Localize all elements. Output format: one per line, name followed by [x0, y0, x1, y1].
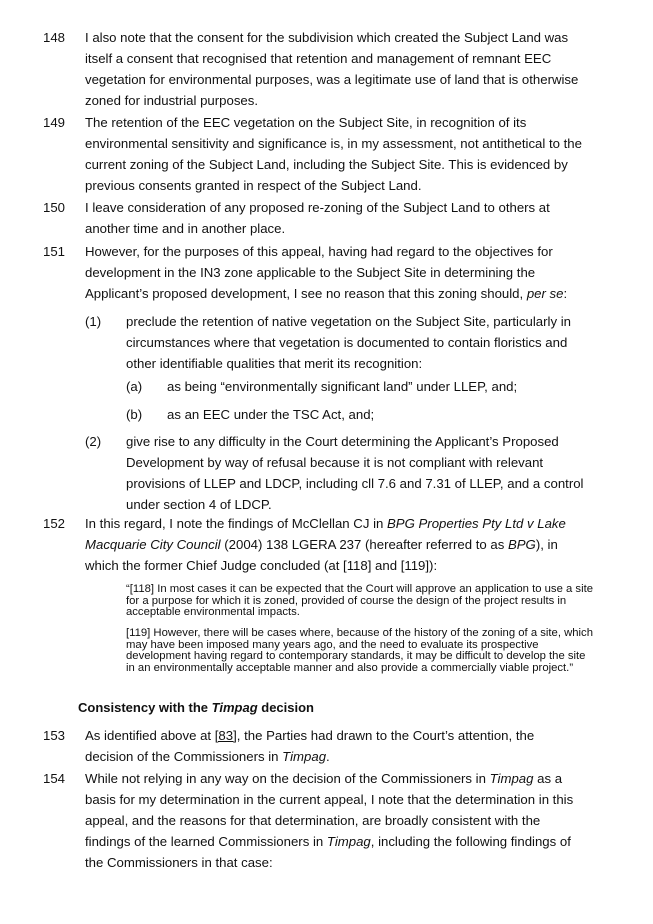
- case-short-name: Timpag: [282, 749, 327, 764]
- subparagraph-text: as being “environmentally significant land” under LLEP, and;: [167, 379, 518, 394]
- section-heading: [78, 697, 314, 718]
- subparagraph-label: (b): [126, 407, 143, 422]
- text-run: While not relying in any way on the decision of the Commissioners in: [85, 771, 490, 786]
- text-run: (2004) 138 LGERA 237 (hereafter referred to as: [220, 537, 508, 552]
- text-run: .: [326, 749, 330, 764]
- case-short-name: Timpag: [489, 771, 534, 786]
- paragraph-text: [85, 725, 585, 767]
- paragraph-text: [85, 768, 585, 873]
- heading-emphasis: Timpag: [211, 700, 258, 715]
- paragraph-text: I leave consideration of any proposed re-zoning of the Subject Land to others at another time and in another place.: [85, 200, 550, 236]
- paragraph-number: 151: [43, 244, 66, 259]
- text-run: as a basis for my determination in the current appeal, I note that the determination in this appeal, and the reasons for that determination, are broadly consistent with the findings of the learned Commissioners in: [85, 771, 574, 849]
- text-run: As identified above at: [85, 728, 215, 743]
- text-run: In this regard, I note the findings of McClellan CJ in: [85, 516, 387, 531]
- block-quote-118: “[118] In most cases it can be expected that the Court will approve an application to use a site for a purpose for which it is zoned, provided of course the design of the project results in acceptable environmental impacts.: [126, 583, 593, 619]
- subparagraph-text: as an EEC under the TSC Act, and;: [167, 407, 375, 422]
- case-short-name: Timpag: [326, 834, 371, 849]
- block-quote-119: [119] However, there will be cases where, because of the history of the zoning of a site, which may have been imposed many years ago, and the need to evaluate its prospective development having regard to contemporary standards, it may be difficult to develop the site in an environmentally acceptable manner and also provide a commercially viable project.”: [126, 627, 593, 674]
- paragraph-text: [85, 241, 585, 304]
- paragraph-number: 148: [43, 30, 66, 45]
- paragraph-number: 153: [43, 728, 66, 743]
- paragraph-text: I also note that the consent for the subdivision which created the Subject Land was itself a consent that recognised that retention and management of remnant EEC vegetation for environmental purposes, was a legitimate use of land that is otherwise zoned for industrial purposes.: [85, 30, 579, 108]
- paragraph-number: 149: [43, 115, 66, 130]
- heading-text: Consistency with the: [78, 700, 212, 715]
- paragraph-text: [85, 513, 585, 576]
- text-run: However, for the purposes of this appeal, having had regard to the objectives for development in the IN3 zone applicable to the Subject Site in determining the Applicant’s proposed development, I see no reason that this zoning should,: [85, 244, 553, 301]
- subparagraph-text: preclude the retention of native vegetation on the Subject Site, particularly in circumstances where that vegetation is documented to contain floristics and other identifiable qualities that merit its recognition:: [126, 314, 571, 371]
- emphasis: per se: [526, 286, 564, 301]
- case-short-name: BPG: [507, 537, 536, 552]
- paragraph-number: 150: [43, 200, 66, 215]
- subparagraph-text: give rise to any difficulty in the Court determining the Applicant’s Proposed Development by way of refusal because it is not compliant with relevant provisions of LLEP and LDCP, including cll 7.6 and 7.31 of LLEP, and a control under section 4 of LDCP.: [126, 434, 584, 512]
- text-run: :: [563, 286, 568, 301]
- subparagraph-label: (a): [126, 379, 143, 394]
- heading-text: decision: [257, 700, 314, 715]
- text-run: , the Parties had drawn to the Court’s attention, the decision of the Commissioners in: [85, 728, 535, 764]
- paragraph-text: The retention of the EEC vegetation on the Subject Site, in recognition of its environmental sensitivity and significance is, in my assessment, not antithetical to the current zoning of the Subject Land, including the Subject Site. This is evidenced by previous consents granted in respect of the Subject Land.: [85, 115, 582, 193]
- subparagraph-label: (2): [85, 434, 102, 449]
- subparagraph-label: (1): [85, 314, 102, 329]
- text-run: ), in which the former Chief Judge concluded (at [118] and [119]):: [85, 537, 558, 573]
- case-name: BPG Properties Pty Ltd v Lake Macquarie City Council: [85, 516, 566, 552]
- paragraph-number: 152: [43, 516, 66, 531]
- paragraph-link[interactable]: [83]: [214, 728, 237, 743]
- paragraph-number: 154: [43, 771, 66, 786]
- text-run: , including the following findings of the Commissioners in that case:: [85, 834, 571, 870]
